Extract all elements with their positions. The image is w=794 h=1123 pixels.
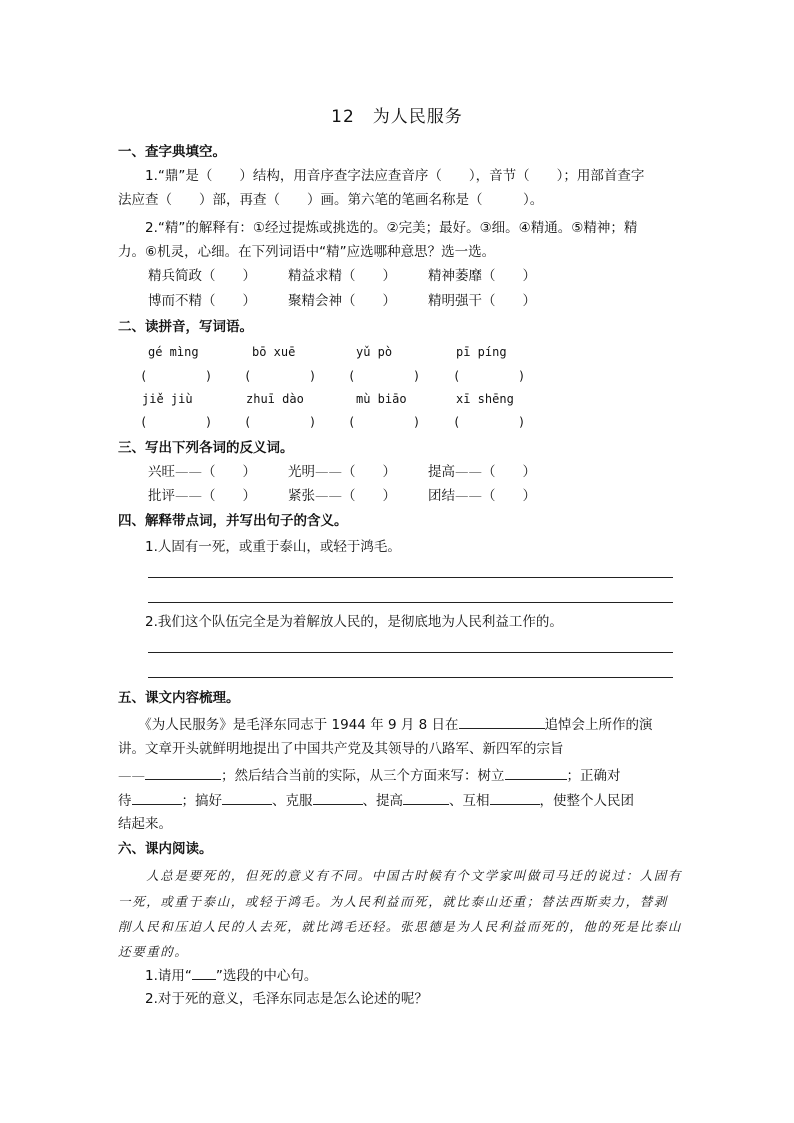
pinyin-label: mù biāo — [356, 392, 407, 406]
fill-blank[interactable] — [222, 790, 272, 805]
pinyin-answer-blank[interactable]: ( ) — [453, 415, 526, 429]
answer-blank[interactable]: （ ） — [342, 293, 396, 309]
fill-blank[interactable] — [145, 765, 221, 780]
section-1-q2-line1: 2.“精”的解释有：①经过提炼或挑选的。②完美；最好。③细。④精通。⑤精神；精 — [118, 220, 638, 236]
answer-blank[interactable]: （ ） — [202, 293, 256, 309]
answer-line[interactable] — [148, 677, 673, 678]
text: 《为人民服务》是毛泽东同志于 1944 年 9 月 8 日在 — [118, 717, 459, 733]
reading-passage-line: 一死，或重于泰山，或轻于鸿毛。为人民利益而死，就比泰山还重；替法西斯卖力，替剥 — [118, 894, 668, 909]
word-label: 提高 — [428, 464, 455, 480]
text: ，使整个人民团 — [539, 793, 634, 809]
pinyin-label: yǔ pò — [356, 345, 393, 359]
word-label: 批评 — [148, 488, 175, 504]
antonym-item — [288, 487, 396, 505]
text: ；然后结合当前的实际，从三个方面来写：树立 — [221, 768, 505, 784]
answer-blank[interactable]: （ ） — [342, 268, 396, 284]
pinyin-answer-blank[interactable]: ( ) — [348, 369, 421, 383]
pinyin-answer-blank[interactable]: ( ) — [453, 369, 526, 383]
word-label: 精益求精 — [288, 268, 342, 284]
section-5-line4 — [118, 790, 634, 810]
word-label: 紧张 — [288, 488, 315, 504]
word-label: 聚精会神 — [288, 293, 342, 309]
fill-blank[interactable] — [505, 765, 567, 780]
section-5-line3 — [118, 765, 621, 785]
text: 追悼会上所作的演 — [544, 717, 653, 733]
pinyin-label: gé mìng — [148, 345, 199, 359]
section-1-q1-line1: 1.“鼎”是（ ）结构，用音序查字法应查音序（ ），音节（ ）；用部首查字 — [118, 168, 645, 184]
section-2-heading: 二、读拼音，写词语。 — [118, 319, 253, 335]
pinyin-label: jiě jiù — [142, 392, 193, 406]
section-6-heading: 六、课内阅读。 — [118, 841, 213, 857]
reading-passage-line: 削人民和压迫人民的人去死，就比鸿毛还轻。张思德是为人民利益而死的，他的死是比泰山 — [118, 919, 683, 934]
fill-blank[interactable] — [132, 790, 182, 805]
section-4-q1: 1.人固有一死，或重于泰山，或轻于鸿毛。 — [118, 539, 401, 555]
word-item — [148, 292, 256, 310]
dash: —— — [315, 488, 342, 504]
dash: —— — [175, 488, 202, 504]
fill-blank[interactable] — [490, 790, 540, 805]
section-5-line1 — [118, 714, 653, 734]
section-5-heading: 五、课文内容梳理。 — [118, 690, 240, 706]
dash: —— — [315, 464, 342, 480]
word-label: 精明强干 — [428, 293, 482, 309]
word-item — [148, 267, 256, 285]
word-label: 团结 — [428, 488, 455, 504]
dash: —— — [455, 464, 482, 480]
pinyin-label: xī shēng — [456, 392, 514, 406]
answer-blank[interactable]: （ ） — [342, 464, 396, 480]
answer-line[interactable] — [148, 577, 673, 578]
answer-blank[interactable]: （ ） — [482, 464, 536, 480]
answer-line[interactable] — [148, 602, 673, 603]
text: ；正确对 — [566, 768, 621, 784]
section-5-line5: 结起来。 — [118, 816, 172, 832]
text: 、互相 — [449, 793, 490, 809]
answer-blank[interactable]: （ ） — [202, 464, 256, 480]
pinyin-label: zhuī dào — [246, 392, 304, 406]
answer-blank[interactable]: （ ） — [202, 488, 256, 504]
answer-blank[interactable]: （ ） — [482, 293, 536, 309]
text: 1.请用“ — [118, 968, 192, 984]
antonym-item — [428, 463, 536, 481]
antonym-item — [288, 463, 396, 481]
reading-passage-line: 还要重的。 — [118, 944, 189, 959]
answer-line[interactable] — [148, 652, 673, 653]
dash: —— — [118, 768, 145, 784]
word-label: 精兵简政 — [148, 268, 202, 284]
fill-blank[interactable] — [459, 714, 545, 729]
answer-blank[interactable]: （ ） — [482, 268, 536, 284]
section-4-heading: 四、解释带点词，并写出句子的含义。 — [118, 513, 348, 529]
text: ”选段的中心句。 — [215, 968, 318, 984]
antonym-item — [428, 487, 536, 505]
text: ；搞好 — [181, 793, 222, 809]
fill-blank[interactable] — [403, 790, 449, 805]
word-label: 博而不精 — [148, 293, 202, 309]
section-1-q2-line2: 力。⑥机灵，心细。在下列词语中“精”应选哪种意思？选一选。 — [118, 244, 496, 260]
page-title: 12 为人民服务 — [331, 107, 463, 127]
antonym-item — [148, 487, 256, 505]
text: 、克服 — [272, 793, 313, 809]
word-item — [288, 267, 396, 285]
dash: —— — [455, 488, 482, 504]
answer-blank[interactable]: （ ） — [342, 488, 396, 504]
pinyin-answer-blank[interactable]: ( ) — [244, 415, 317, 429]
section-1-heading: 一、查字典填空。 — [118, 144, 226, 160]
section-3-heading: 三、写出下列各词的反义词。 — [118, 440, 294, 456]
section-6-q1 — [118, 965, 317, 985]
pinyin-label: bō xuē — [252, 345, 296, 359]
pinyin-answer-blank[interactable]: ( ) — [244, 369, 317, 383]
word-label: 精神萎靡 — [428, 268, 482, 284]
section-5-line2: 讲。文章开头就鲜明地提出了中国共产党及其领导的八路军、新四军的宗旨 — [118, 741, 564, 757]
text: 待 — [118, 793, 132, 809]
antonym-item — [148, 463, 256, 481]
reading-passage-line: 人总是要死的，但死的意义有不同。中国古时候有个文学家叫做司马迁的说过：人固有 — [118, 868, 683, 883]
word-item — [428, 267, 536, 285]
pinyin-answer-blank[interactable]: ( ) — [140, 369, 213, 383]
answer-blank[interactable]: （ ） — [202, 268, 256, 284]
pinyin-answer-blank[interactable]: ( ) — [140, 415, 213, 429]
text: 、提高 — [362, 793, 403, 809]
fill-blank[interactable] — [192, 965, 216, 980]
section-4-q2: 2.我们这个队伍完全是为着解放人民的，是彻底地为人民利益工作的。 — [118, 614, 563, 630]
pinyin-label: pī píng — [456, 345, 507, 359]
word-label: 兴旺 — [148, 464, 175, 480]
fill-blank[interactable] — [313, 790, 363, 805]
section-1-q1-line2: 法应查（ ）部，再查（ ）画。第六笔的笔画名称是（ ）。 — [118, 192, 544, 208]
word-item — [288, 292, 396, 310]
section-6-q2: 2.对于死的意义，毛泽东同志是怎么论述的呢？ — [118, 991, 428, 1007]
pinyin-answer-blank[interactable]: ( ) — [348, 415, 421, 429]
word-label: 光明 — [288, 464, 315, 480]
answer-blank[interactable]: （ ） — [482, 488, 536, 504]
word-item — [428, 292, 536, 310]
dash: —— — [175, 464, 202, 480]
